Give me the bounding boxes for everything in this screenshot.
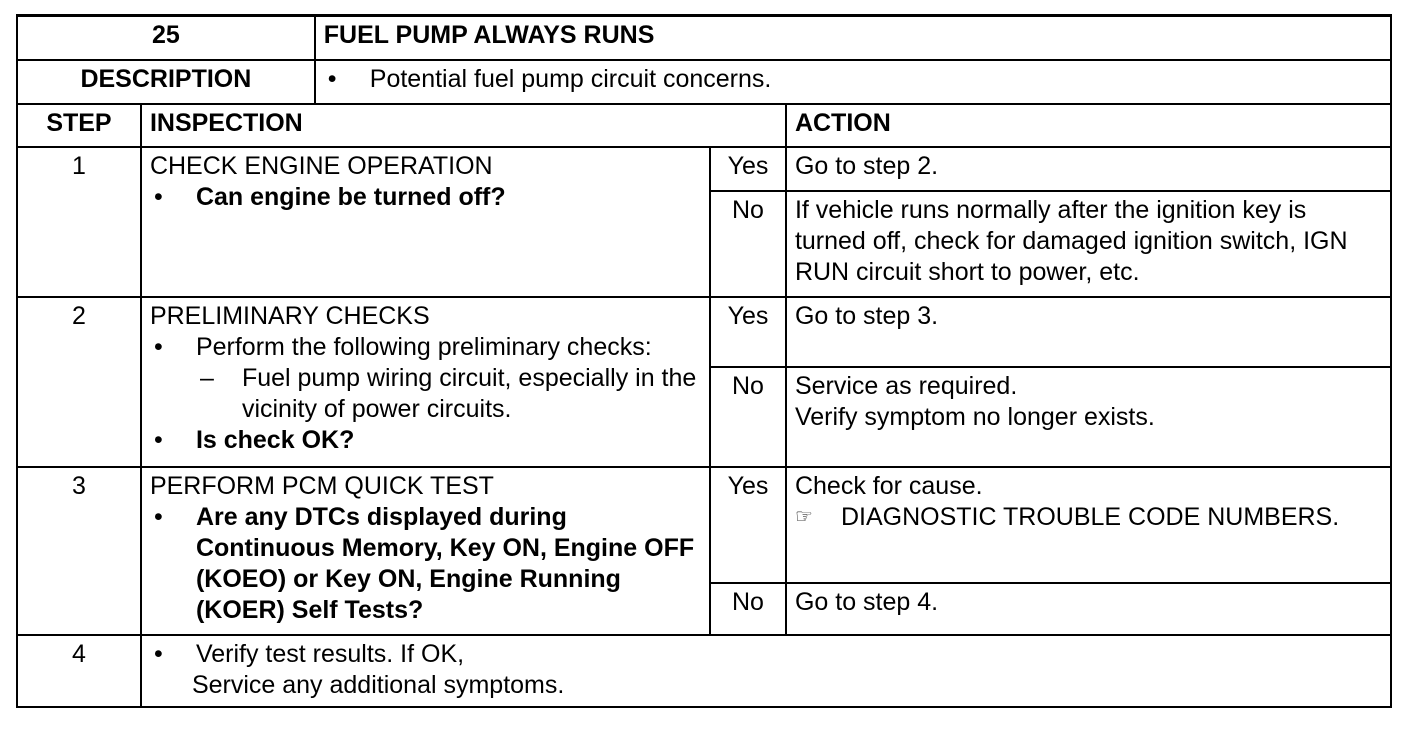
final-instruction: Verify test results. If OK, bbox=[195, 639, 465, 668]
no-label: No bbox=[710, 583, 786, 635]
no-label: No bbox=[710, 191, 786, 297]
description-text: Potential fuel pump circuit concerns. bbox=[369, 64, 772, 93]
inspection-cell bbox=[141, 297, 710, 467]
yes-label: Yes bbox=[710, 147, 786, 191]
table-row bbox=[17, 297, 1391, 367]
bullet-icon: • bbox=[153, 182, 163, 211]
yes-action-cell bbox=[786, 467, 1391, 583]
inspection-title: PERFORM PCM QUICK TEST bbox=[149, 471, 494, 500]
step-number: 2 bbox=[17, 297, 141, 467]
yes-label: Yes bbox=[710, 297, 786, 367]
no-action bbox=[786, 367, 1391, 467]
dash-icon: – bbox=[199, 363, 214, 392]
bullet-icon: • bbox=[327, 64, 337, 93]
description-row bbox=[17, 60, 1391, 104]
inspection-question: Are any DTCs displayed during Continuous Memory, Key ON, Engine OFF (KOEO) or Key ON, Engine Running (KOER) Self Tests? bbox=[195, 502, 695, 624]
diagnostic-table bbox=[16, 14, 1392, 708]
no-action: If vehicle runs normally after the ignition key is turned off, check for damaged ignition switch, IGN RUN circuit short to power, etc. bbox=[786, 191, 1391, 297]
yes-action: Check for cause. bbox=[794, 471, 983, 500]
bullet-icon: • bbox=[153, 639, 163, 668]
pointing-hand-icon: ☞ bbox=[794, 505, 813, 528]
inspection-instruction: Perform the following preliminary checks: bbox=[195, 332, 652, 361]
yes-label: Yes bbox=[710, 467, 786, 583]
step-number: 3 bbox=[17, 467, 141, 635]
bullet-icon: • bbox=[153, 332, 163, 361]
final-instruction-line: Service any additional symptoms. bbox=[191, 670, 565, 699]
column-header-row bbox=[17, 104, 1391, 147]
inspection-title: CHECK ENGINE OPERATION bbox=[149, 151, 493, 180]
test-title: FUEL PUMP ALWAYS RUNS bbox=[315, 16, 1391, 60]
description-label: DESCRIPTION bbox=[17, 60, 315, 104]
column-inspection: INSPECTION bbox=[141, 104, 786, 147]
description-cell bbox=[315, 60, 1391, 104]
inspection-question: Is check OK? bbox=[195, 425, 355, 454]
header-row bbox=[17, 16, 1391, 60]
table-row bbox=[17, 635, 1391, 707]
step-number: 4 bbox=[17, 635, 141, 707]
column-step: STEP bbox=[17, 104, 141, 147]
yes-action: Go to step 2. bbox=[786, 147, 1391, 191]
step-number: 1 bbox=[17, 147, 141, 297]
inspection-subitem: Fuel pump wiring circuit, especially in the vicinity of power circuits. bbox=[241, 363, 697, 423]
bullet-icon: • bbox=[153, 425, 163, 454]
inspection-cell bbox=[141, 467, 710, 635]
reference-link[interactable]: DIAGNOSTIC TROUBLE CODE NUMBERS. bbox=[840, 502, 1340, 531]
bullet-icon: • bbox=[153, 502, 163, 531]
column-action: ACTION bbox=[786, 104, 1391, 147]
no-action-line: Service as required. bbox=[794, 371, 1018, 400]
table-row bbox=[17, 147, 1391, 191]
inspection-question: Can engine be turned off? bbox=[195, 182, 506, 211]
no-label: No bbox=[710, 367, 786, 467]
table-row bbox=[17, 467, 1391, 583]
inspection-title: PRELIMINARY CHECKS bbox=[149, 301, 430, 330]
no-action-line: Verify symptom no longer exists. bbox=[794, 402, 1155, 431]
inspection-cell bbox=[141, 147, 710, 297]
test-number: 25 bbox=[17, 16, 315, 60]
yes-action: Go to step 3. bbox=[786, 297, 1391, 367]
inspection-cell bbox=[141, 635, 1391, 707]
no-action: Go to step 4. bbox=[786, 583, 1391, 635]
